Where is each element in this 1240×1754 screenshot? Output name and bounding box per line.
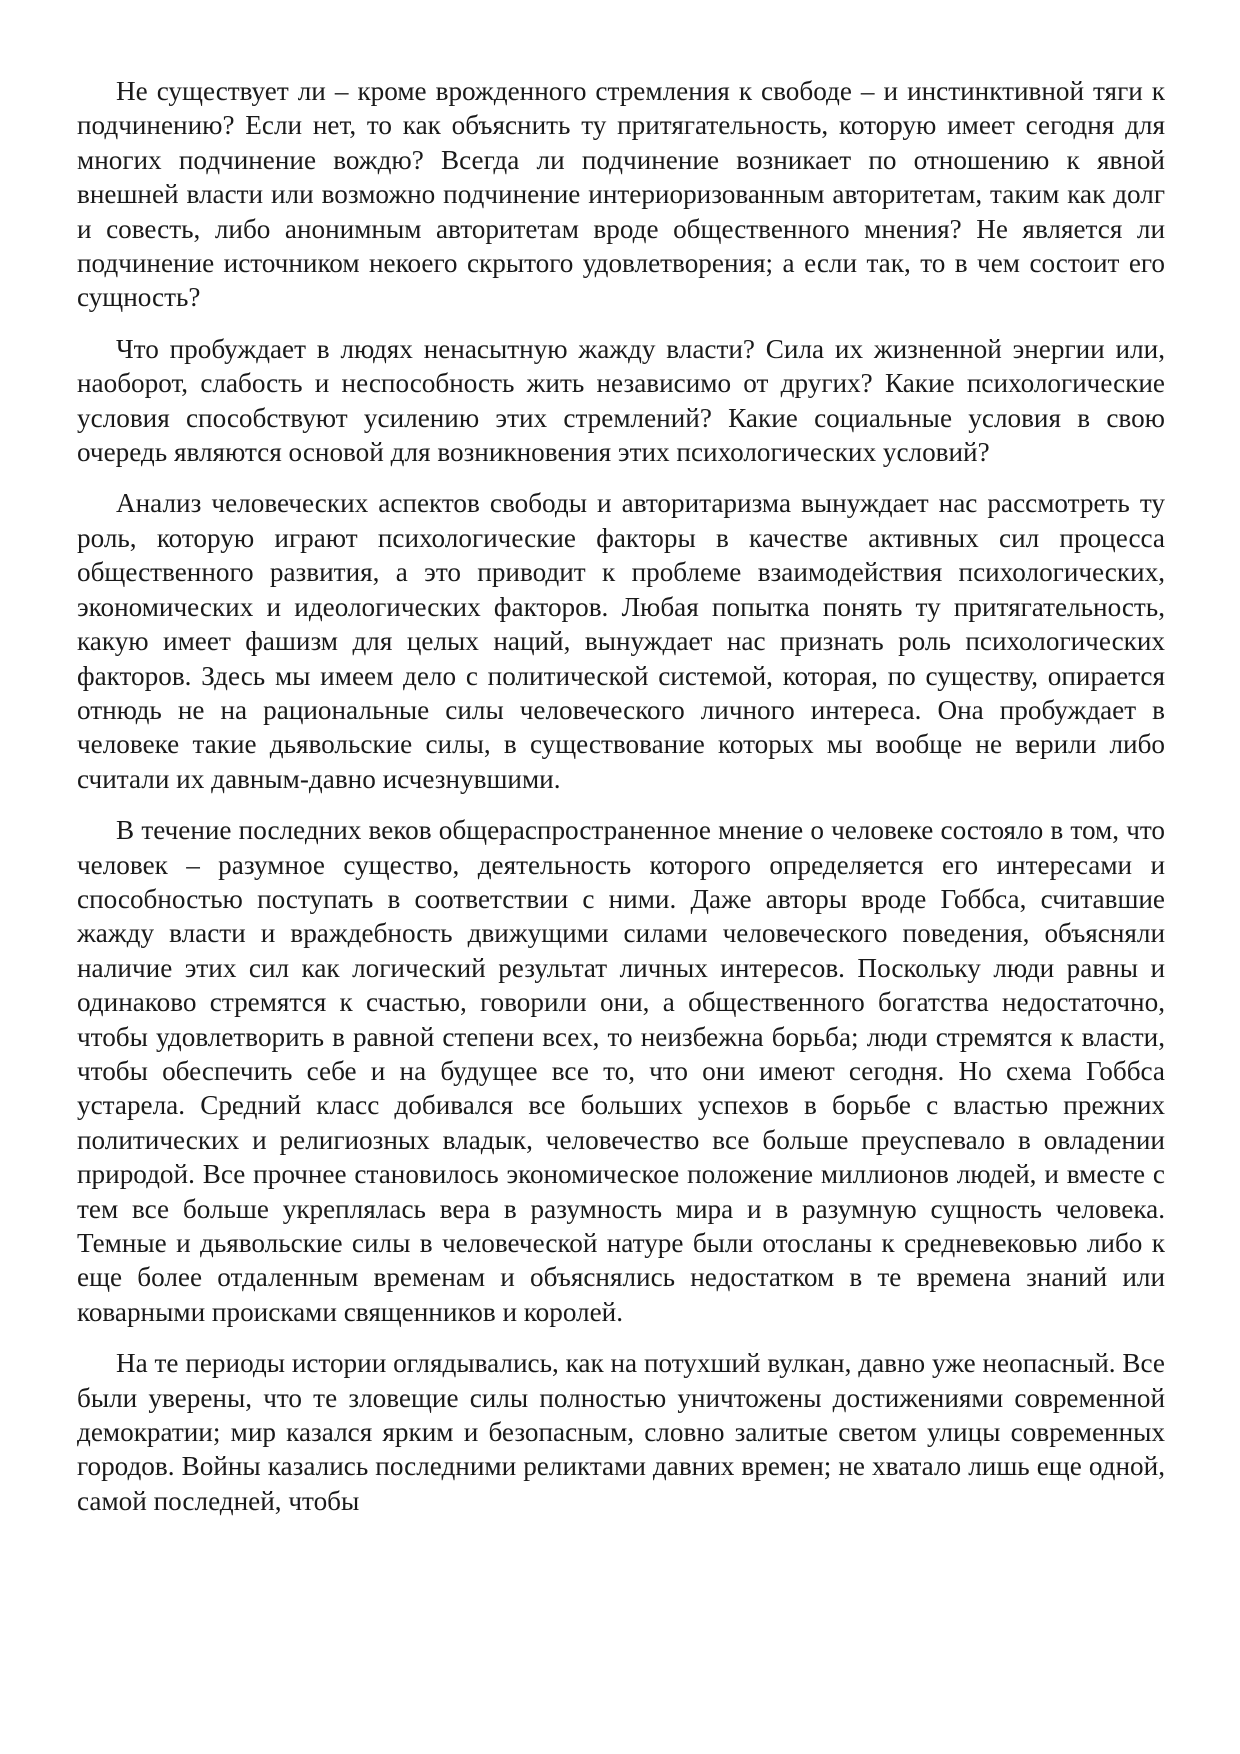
paragraph-2: Что пробуждает в людях ненасытную жажду власти? Сила их жизненной энергии или, наоборот, слабость и неспособность жить независимо от других? Какие психологические условия способствуют усилению этих стремлений? Какие социальные условия в свою очередь являются основой для возникновения этих психологических условий? [77,333,1165,468]
paragraph-5: На те периоды истории оглядывались, как на потухший вулкан, давно уже неопасный. Все были уверены, что те зловещие силы полностью уничтожены достижениями современной демократии; мир казался ярким и безопасным, словно залитые светом улицы современных городов. Войны казались последними реликтами давних времен; не хватало лишь еще одной, самой последней, чтобы [77,1348,1165,1516]
paragraph-1: Не существует ли – кроме врожденного стремления к свободе – и инстинктивной тяги к подчинению? Если нет, то как объяснить ту притягательность, которую имеет сегодня для многих подчинение вождю? Всегда ли подчинение возникает по отношению к явной внешней власти или возможно подчинение интериоризованным авторитетам, таким как долг и совесть, либо анонимным авторитетам вроде общественного мнения? Не является ли подчинение источником некоего скрытого удовлетворения; а если так, то в чем состоит его сущность? [77,76,1165,313]
paragraph-4: В течение последних веков общераспространенное мнение о человеке состояло в том, что человек – разумное существо, деятельность которого определяется его интересами и способностью поступать в соответствии с ними. Даже авторы вроде Гоббса, считавшие жажду власти и враждебность движущими силами человеческого поведения, объясняли наличие этих сил как логический результат личных интересов. Поскольку люди равны и одинаково стремятся к счастью, говорили они, а общественного богатства недостаточно, чтобы удовлетворить в равной степени всех, то неизбежна борьба; люди стремятся к власти, чтобы обеспечить себе и на будущее все то, что они имеют сегодня. Но схема Гоббса устарела. Средний класс добивался все больших успехов в борьбе с властью прежних политических и религиозных владык, человечество все больше преуспевало в овладении природой. Все прочнее становилось экономическое положение миллионов людей, и вместе с тем все больше укреплялась вера в разумность мира и в разумную сущность человека. Темные и дьявольские силы в человеческой натуре были отосланы к средневековью либо к еще более отдаленным временам и объяснялись недостатком в те времена знаний или коварными происками священников и королей. [77,815,1165,1327]
document-body [77,74,1165,1535]
paragraph-3: Анализ человеческих аспектов свободы и авторитаризма вынуждает нас рассмотреть ту роль, которую играют психологические факторы в качестве активных сил процесса общественного развития, а это приводит к проблеме взаимодействия психологических, экономических и идеологических факторов. Любая попытка понять ту притягательность, какую имеет фашизм для целых наций, вынуждает нас признать роль психологических факторов. Здесь мы имеем дело с политической системой, которая, по существу, опирается отнюдь не на рациональные силы человеческого личного интереса. Она пробуждает в человеке такие дьявольские силы, в существование которых мы вообще не верили либо считали их давным-давно исчезнувшими. [77,488,1165,794]
